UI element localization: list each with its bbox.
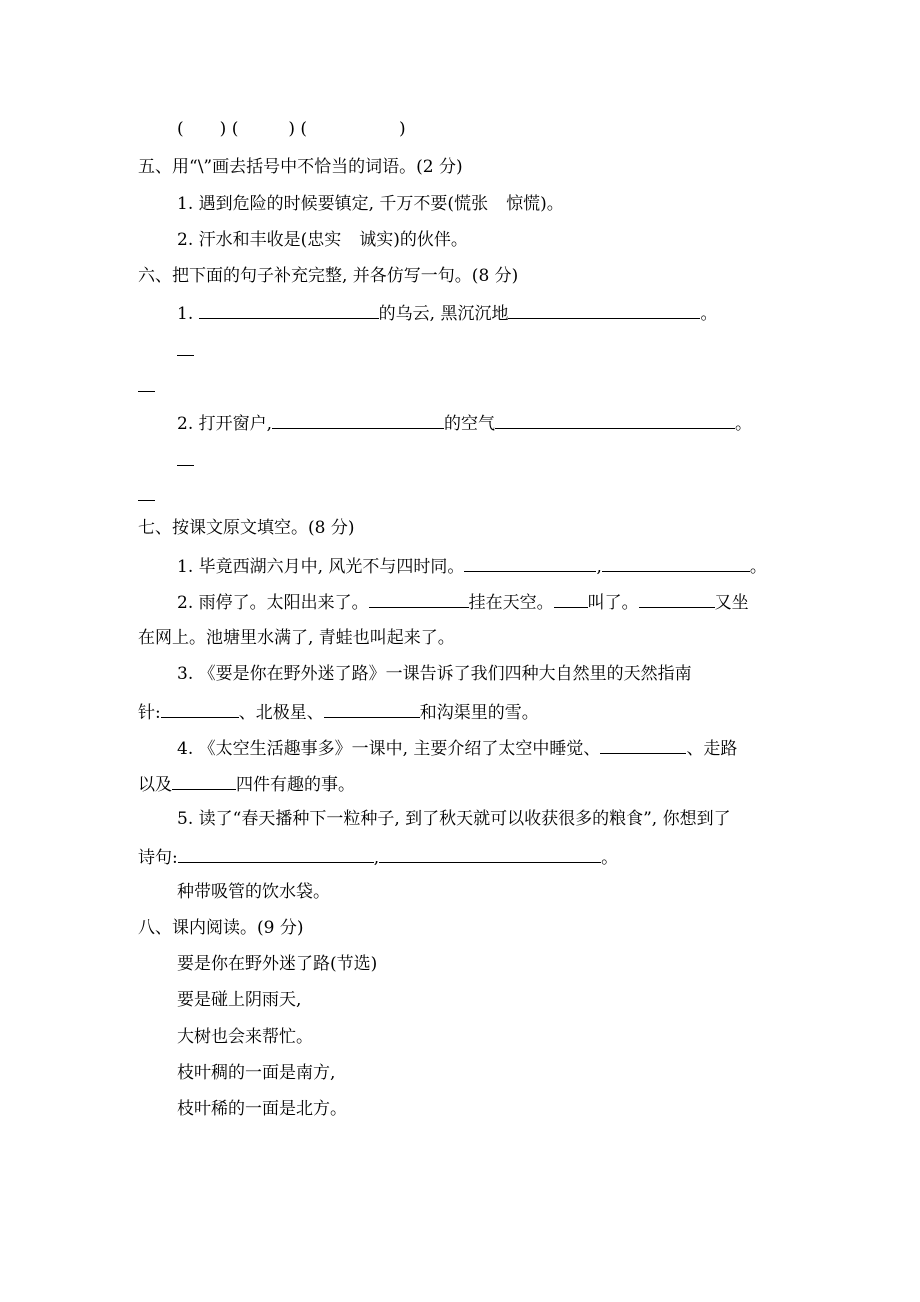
bracket-close-1: ) bbox=[219, 119, 227, 139]
blank-7-3a[interactable] bbox=[161, 699, 239, 718]
section7-q4-line1 bbox=[177, 735, 737, 759]
imitation-line-6-1b[interactable] bbox=[138, 391, 155, 392]
blank-7-5b[interactable] bbox=[379, 844, 601, 863]
answer-brackets-row bbox=[177, 117, 406, 141]
section6-heading: 六、把下面的句子补充完整, 并各仿写一句。(8 分) bbox=[138, 266, 519, 286]
section7-q4-c: 以及 bbox=[138, 775, 172, 795]
section6-q2-mid: 的空气 bbox=[444, 414, 496, 434]
section7-q5-line1: 5. 读了“春天播种下一粒种子, 到了秋天就可以收获很多的粮食”, 你想到了 bbox=[177, 809, 731, 829]
bracket-open-3: ( bbox=[300, 119, 308, 139]
section7-q5-line2 bbox=[138, 844, 618, 868]
section7-q2 bbox=[177, 589, 749, 613]
section7-q3-line2 bbox=[138, 699, 539, 723]
poem-line: 大树也会来帮忙。 bbox=[177, 1027, 313, 1047]
section7-q2-text: 2. 雨停了。太阳出来了。 bbox=[177, 593, 369, 613]
section7-q5-a: 诗句: bbox=[138, 848, 178, 868]
section5-q2-text: 2. 汗水和丰收是(忠实 bbox=[177, 230, 342, 250]
section6-q1-mid: 的乌云, 黑沉沉地 bbox=[378, 304, 509, 324]
section5-q2 bbox=[177, 228, 468, 252]
section5-q1 bbox=[177, 192, 564, 216]
section7-q2-c: 叫了。 bbox=[587, 593, 639, 613]
section5-q1-option: 惊慌)。 bbox=[506, 194, 564, 214]
imitation-line-6-1a[interactable] bbox=[177, 355, 194, 356]
section7-q1-comma: , bbox=[596, 557, 602, 577]
section7-heading: 七、按课文原文填空。(8 分) bbox=[138, 518, 355, 538]
section6-q1 bbox=[177, 300, 717, 324]
bracket-open-2: ( bbox=[231, 119, 239, 139]
blank-7-2b[interactable] bbox=[554, 589, 588, 608]
section7-q4-d: 四件有趣的事。 bbox=[236, 775, 355, 795]
section7-q2-line2: 在网上。池塘里水满了, 青蛙也叫起来了。 bbox=[138, 628, 455, 648]
blank-7-5a[interactable] bbox=[178, 844, 374, 863]
stray-text-line: 种带吸管的饮水袋。 bbox=[177, 882, 330, 902]
section7-q5-comma: , bbox=[373, 848, 380, 868]
poem-line: 枝叶稀的一面是北方。 bbox=[177, 1099, 347, 1119]
section6-q1-number: 1. bbox=[177, 304, 194, 324]
blank-7-1b[interactable] bbox=[602, 553, 750, 572]
section7-q5-end: 。 bbox=[601, 848, 619, 868]
section7-q4-line2 bbox=[138, 771, 355, 795]
section7-q3-line1: 3. 《要是你在野外迷了路》一课告诉了我们四种大自然里的天然指南 bbox=[177, 664, 692, 684]
section7-q2-d: 又坐 bbox=[714, 593, 749, 613]
bracket-close-2: ) bbox=[288, 119, 295, 139]
blank-6-2b[interactable] bbox=[495, 410, 735, 429]
section7-q3-b: 、北极星、 bbox=[238, 703, 324, 723]
blank-6-1a[interactable] bbox=[199, 300, 379, 319]
imitation-line-6-2a[interactable] bbox=[177, 465, 194, 466]
blank-6-2a[interactable] bbox=[272, 410, 444, 429]
imitation-line-6-2b[interactable] bbox=[138, 500, 155, 501]
bracket-close-3: ) bbox=[399, 119, 406, 139]
blank-7-1a[interactable] bbox=[464, 553, 596, 572]
section8-heading: 八、课内阅读。(9 分) bbox=[138, 918, 304, 938]
section6-q1-end: 。 bbox=[700, 304, 718, 324]
section7-q3-a: 针: bbox=[138, 703, 161, 723]
section5-q1-text: 1. 遇到危险的时候要镇定, 千万不要(慌张 bbox=[177, 194, 489, 214]
section7-q4-b: 、走路 bbox=[686, 739, 738, 759]
section7-q4-a: 4. 《太空生活趣事多》一课中, 主要介绍了太空中睡觉、 bbox=[177, 739, 601, 759]
section5-q2-option: 诚实)的伙伴。 bbox=[359, 230, 468, 250]
poem-line: 要是碰上阴雨天, bbox=[177, 990, 302, 1010]
poem-title: 要是你在野外迷了路(节选) bbox=[177, 954, 378, 974]
section6-q2-text: 2. 打开窗户, bbox=[177, 414, 273, 434]
blank-7-4a[interactable] bbox=[600, 735, 686, 754]
blank-7-3b[interactable] bbox=[324, 699, 420, 718]
blank-7-4b[interactable] bbox=[172, 771, 236, 790]
section7-q1-text: 1. 毕竟西湖六月中, 风光不与四时同。 bbox=[177, 557, 465, 577]
section7-q3-c: 和沟渠里的雪。 bbox=[419, 703, 539, 723]
poem-line: 枝叶稠的一面是南方, bbox=[177, 1063, 336, 1083]
section7-q1-end: 。 bbox=[749, 557, 767, 577]
blank-7-2c[interactable] bbox=[639, 589, 715, 608]
section5-heading: 五、用“\”画去括号中不恰当的词语。(2 分) bbox=[138, 157, 463, 177]
section7-q1 bbox=[177, 553, 767, 577]
section6-q2 bbox=[177, 410, 752, 434]
blank-7-2a[interactable] bbox=[369, 589, 469, 608]
bracket-open-1: ( bbox=[177, 119, 184, 139]
section7-q2-b: 挂在天空。 bbox=[468, 593, 554, 613]
section6-q2-end: 。 bbox=[735, 414, 753, 434]
blank-6-1b[interactable] bbox=[508, 300, 700, 319]
